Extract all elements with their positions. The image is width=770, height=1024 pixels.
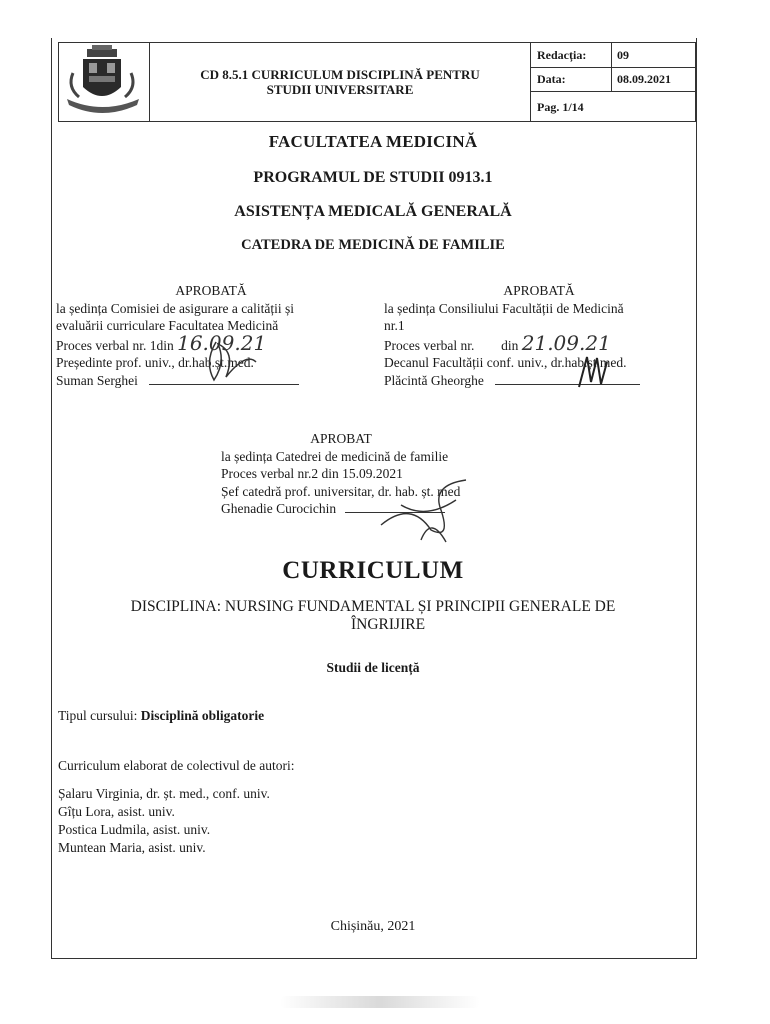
main-title: CURRICULUM [282,557,464,584]
approval-right-block [384,282,694,389]
approval-center-block [221,430,551,518]
footer-place-year: Chișinău, 2021 [330,919,416,934]
author-item: Postica Ludmila, asist. univ. [58,822,211,837]
author-item: Șalaru Virginia, dr. șt. med., conf. univ. [58,786,270,801]
university-logo-cell [59,43,150,121]
approval-left-title: APROBATĂ [175,283,247,298]
approval-left-protocol: Proces verbal nr. 1din [56,337,174,353]
redactia-value: 09 [617,48,629,62]
approval-left-block [56,282,366,389]
program-heading: PROGRAMUL DE STUDII 0913.1 [253,169,493,186]
document-header [58,42,696,122]
author-item: Gîțu Lora, asist. univ. [58,804,175,819]
approval-center-head-name: Ghenadie Curocichin [221,501,337,516]
approval-right-protocol: Proces verbal nr. [384,337,475,353]
approval-right-title: APROBATĂ [503,283,575,298]
approval-left-line1: la ședința Comisiei de asigurare a calității și [56,300,295,316]
course-type-label: Tipul cursului: [58,708,138,723]
page-number: Pag. 1/14 [537,100,584,114]
approval-right-line2: nr.1 [384,318,405,333]
approval-left-chair-name: Suman Serghei [56,372,138,388]
approval-center-line1: la ședința Catedrei de medicină de familie [221,448,449,464]
faculty-heading: FACULTATEA MEDICINĂ [268,132,478,151]
study-level: Studii de licență [326,660,420,675]
authors-intro: Curriculum elaborat de colectivul de autori: [58,758,295,773]
discipline-title [51,598,695,634]
document-title-line2: STUDII UNIVERSITARE [266,82,414,97]
approval-right-line1: la ședința Consiliului Facultății de Medicină [384,300,624,316]
approval-center-line3: Șef catedră prof. universitar, dr. hab. șt. med [221,483,461,499]
course-type [58,707,264,725]
document-title-line1: CD 8.5.1 CURRICULUM DISCIPLINĂ PENTRU [200,67,480,82]
scan-artifact [280,996,480,1008]
approval-right-dean-name: Plăcintă Gheorghe [384,372,484,388]
course-type-value: Disciplină obligatorie [140,708,265,723]
approval-left-line2: evaluării curriculare Facultatea Medicină [56,318,279,333]
discipline-line1: DISCIPLINA: NURSING FUNDAMENTAL ȘI PRINCIPII GENERALE DE [130,598,616,615]
approval-center-title: APROBAT [310,431,372,446]
date-label: Data: [537,72,566,86]
authors-list [58,785,270,857]
approval-right-dean-title: Decanul Facultății conf. univ., dr.hab.șt.med. [384,355,627,370]
program-name-heading: ASISTENȚA MEDICALĂ GENERALĂ [234,203,512,220]
department-heading: CATEDRA DE MEDICINĂ DE FAMILIE [241,237,505,253]
date-value: 08.09.2021 [617,72,671,86]
document-meta [531,43,695,121]
redactia-label: Redacția: [537,48,587,62]
signature-icon [196,332,266,387]
approval-right-din: din [501,337,519,353]
approval-right-handwritten-date: 21.09.21 [521,330,611,355]
approval-left-handwritten-date: 16.09.21 [177,330,267,355]
approval-center-line2: Proces verbal nr.2 din 15.09.2021 [221,466,403,481]
signature-icon [569,352,619,392]
university-crest-icon [59,43,149,121]
approval-left-chair-title: Președinte prof. univ., dr.hab.șt.med. [56,355,254,370]
signature-icon [371,470,481,545]
discipline-line2: ÎNGRIJIRE [351,616,426,633]
author-item: Muntean Maria, asist. univ. [58,840,206,855]
document-title [150,43,531,121]
